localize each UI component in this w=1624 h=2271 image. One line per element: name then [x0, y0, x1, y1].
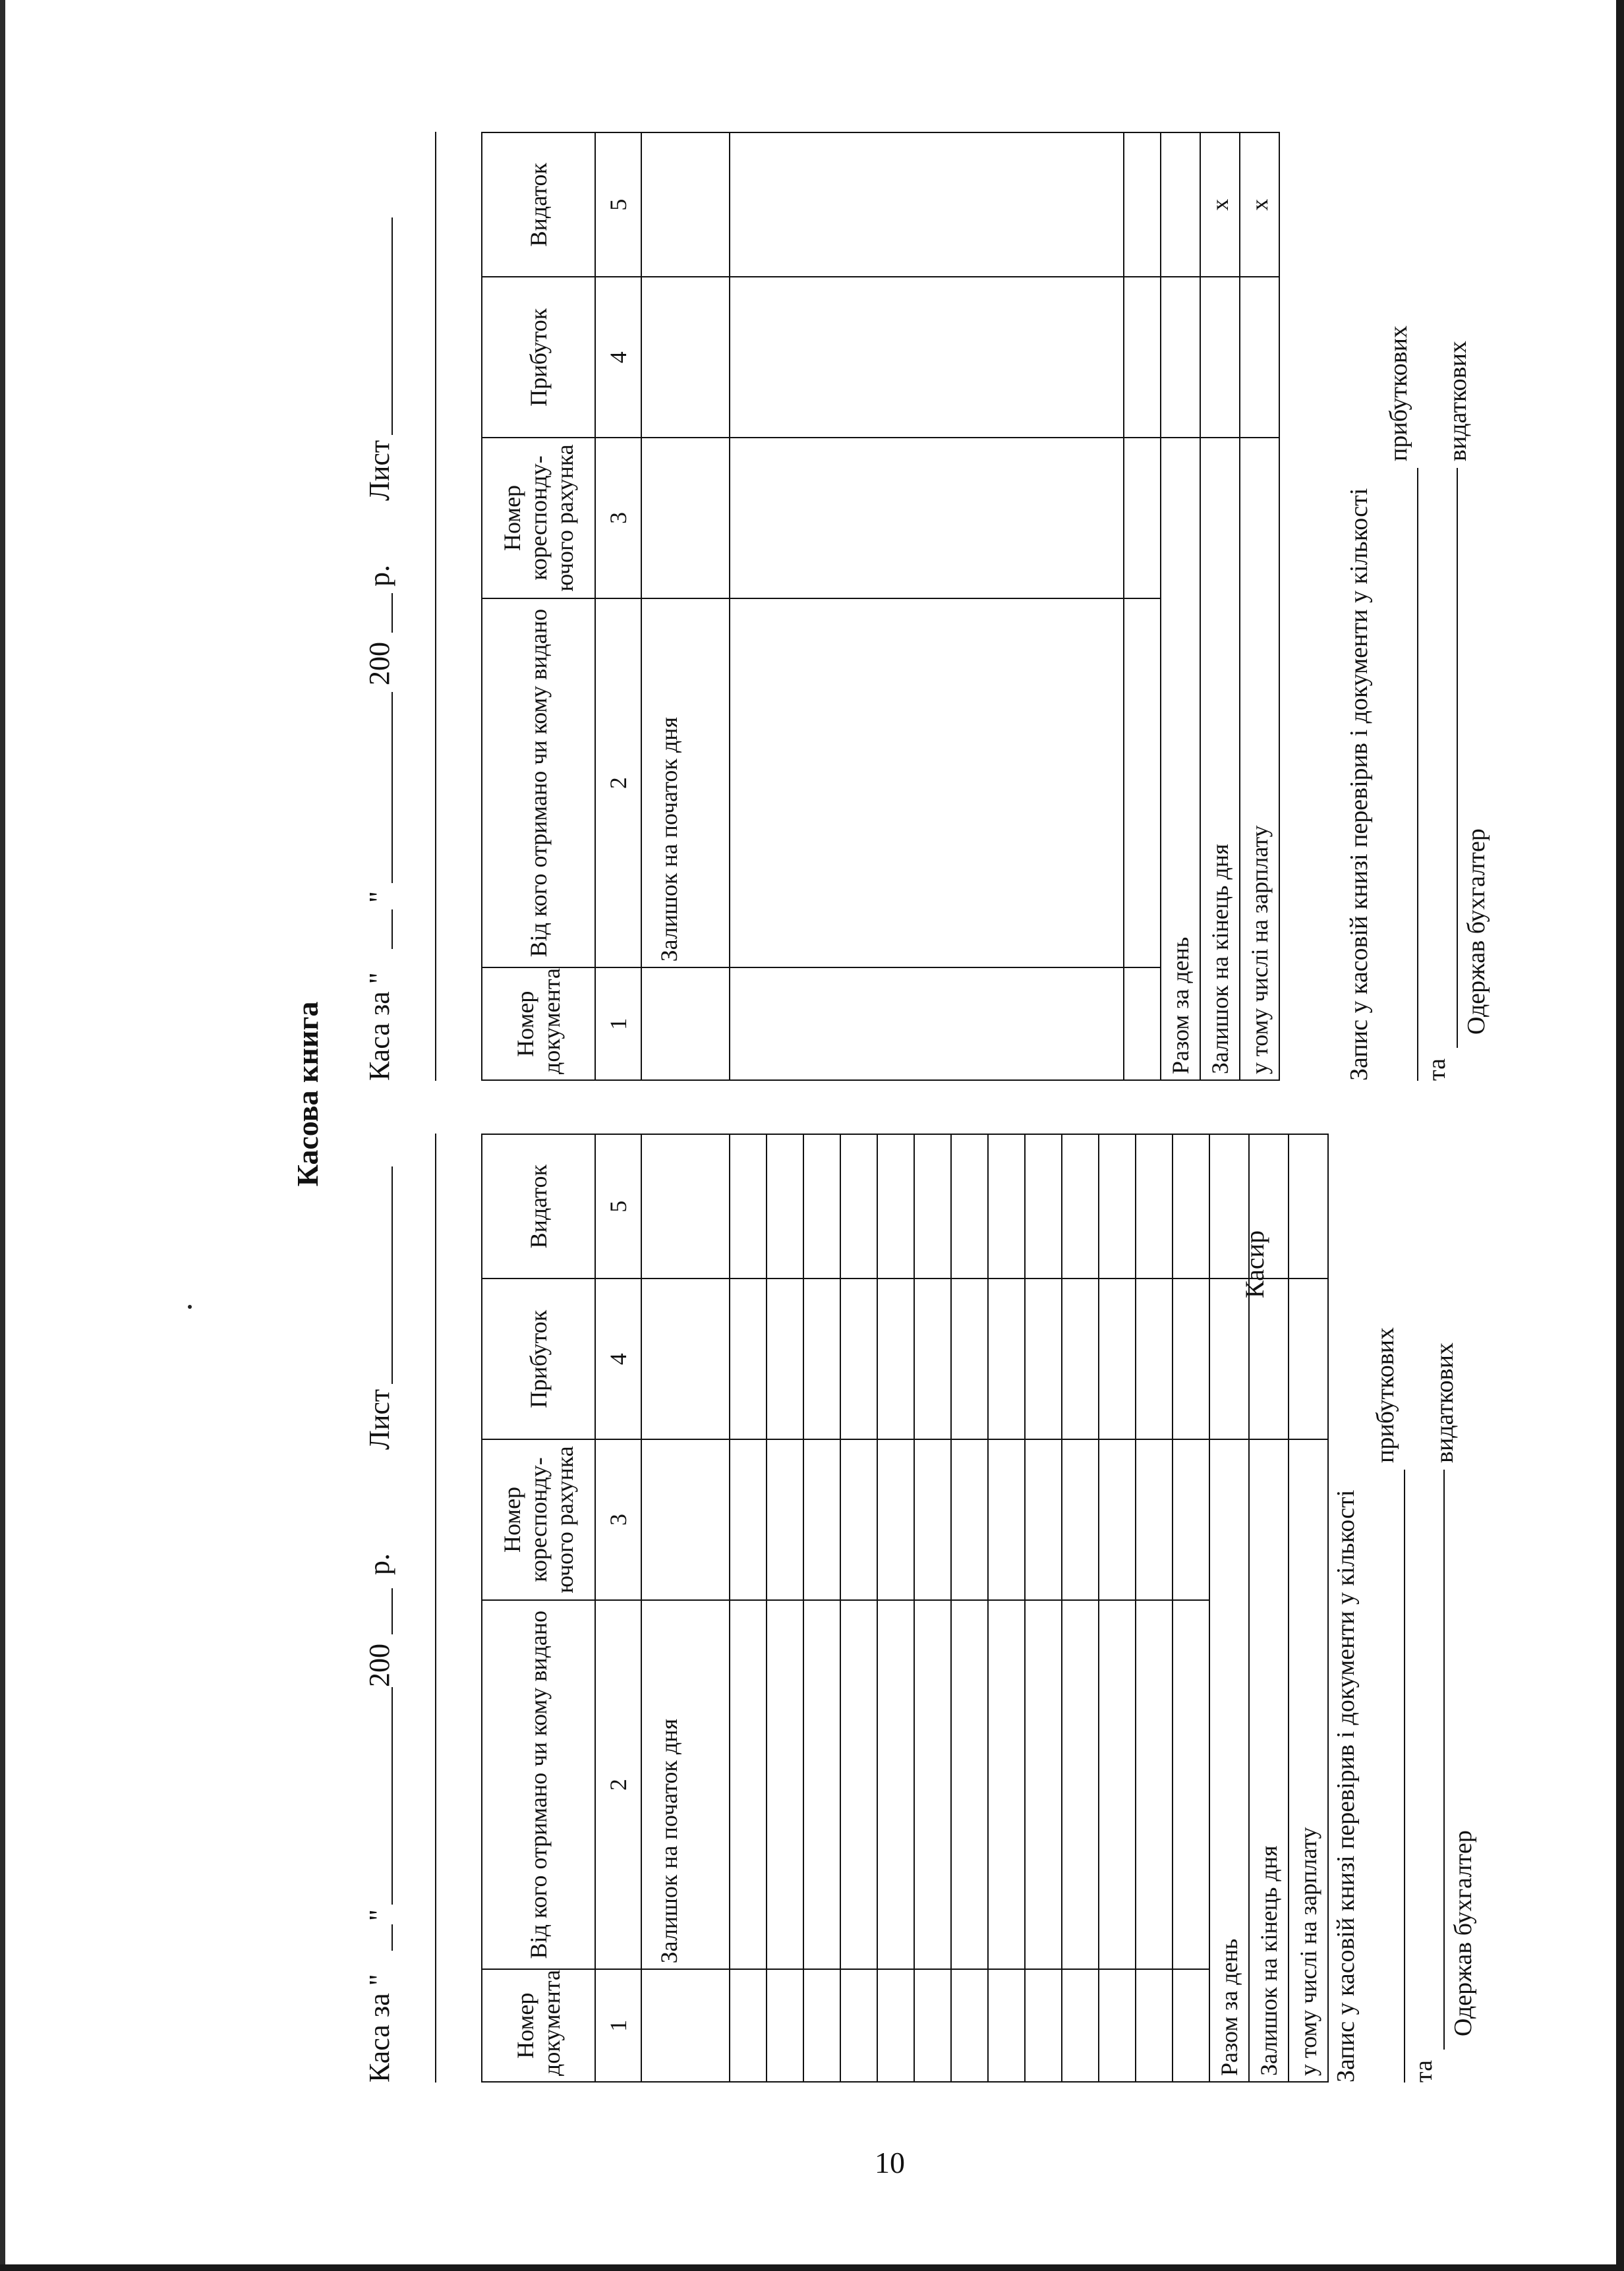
ledger-page-right — [349, 132, 1490, 1081]
closing-balance-label: Залишок на кінець дня — [1249, 1439, 1289, 2082]
table-row — [730, 1134, 767, 2082]
table-row — [1099, 1134, 1136, 2082]
col-number: 3 — [595, 1439, 641, 1600]
year-blank — [362, 593, 393, 633]
page-number: 10 — [875, 2146, 905, 2179]
income-count-blank — [1404, 1470, 1405, 2083]
col-number: 1 — [595, 1969, 641, 2082]
table-row — [803, 1134, 840, 2082]
col-corr-account: Номер кореспонду-ючого рахунка — [482, 438, 595, 598]
table-row — [1136, 1134, 1173, 2082]
closing-balance-label: Залишок на кінець дня — [1200, 438, 1240, 1080]
year-suffix: р. — [363, 1553, 395, 1575]
check-note — [1345, 132, 1490, 1081]
x-mark: х — [1200, 132, 1240, 277]
table-row — [951, 1134, 988, 2082]
year-blank — [362, 1588, 393, 1634]
list-blank — [362, 1166, 393, 1384]
closing-income-cell — [1200, 277, 1240, 438]
table-cell — [641, 1279, 730, 1439]
income-word: прибуткових — [1385, 326, 1412, 461]
table-row — [730, 132, 1124, 1080]
col-income: Прибуток — [482, 1279, 595, 1439]
col-from-whom: Від кого отримано чи кому видано — [482, 1600, 595, 1970]
col-income: Прибуток — [482, 277, 595, 438]
year-prefix: 200 — [363, 642, 395, 685]
day-blank — [362, 909, 393, 949]
header-rule — [435, 132, 436, 1081]
expense-count-blank — [1457, 468, 1458, 1048]
table-cell — [641, 277, 730, 438]
table-cell — [641, 1439, 730, 1600]
ta-word: та — [1410, 2060, 1437, 2083]
col-number: 4 — [595, 277, 641, 438]
rotated-sheet — [290, 105, 1490, 2083]
total-income-cell — [1209, 1279, 1249, 1439]
ledger-header — [362, 1134, 402, 2083]
accountant-label: Одержав бухгалтер — [1449, 1830, 1477, 2036]
table-row — [840, 1134, 877, 2082]
cash-ledger-table — [481, 132, 1280, 1081]
col-corr-account: Номер кореспонду-ючого рахунка — [482, 1439, 595, 1600]
closing-income-cell — [1249, 1279, 1289, 1439]
record-text: Запис у касовій книзі перевірив і документи у кількості — [1345, 488, 1373, 1081]
table-row — [988, 1134, 1025, 2082]
table-cell — [641, 1969, 730, 2082]
col-number: 5 — [595, 132, 641, 277]
book-title: Касова книга — [291, 1001, 324, 1187]
total-income-cell — [1161, 277, 1200, 438]
expense-word: видаткових — [1444, 341, 1472, 461]
table-row — [914, 1134, 951, 2082]
expense-count-blank — [1443, 1470, 1445, 2050]
table-row — [1025, 1134, 1062, 2082]
col-number: 1 — [595, 967, 641, 1080]
ledger-header — [362, 132, 402, 1081]
quote-mark: " — [363, 1909, 395, 1921]
check-note — [1331, 1134, 1477, 2083]
record-text: Запис у касовій книзі перевірив і документи у кількості — [1332, 1489, 1360, 2083]
col-doc-number: Номер документа — [482, 967, 595, 1080]
month-blank — [362, 692, 393, 883]
table-cell — [641, 967, 730, 1080]
kasa-za-label: Каса за " — [363, 1974, 395, 2083]
table-row — [1062, 1134, 1099, 2082]
col-expense: Видаток — [482, 132, 595, 277]
col-from-whom: Від кого отримано чи кому видано — [482, 598, 595, 968]
salary-expense-cell — [1289, 1134, 1328, 1279]
income-word: прибуткових — [1372, 1327, 1399, 1463]
table-cell — [641, 132, 730, 277]
col-number: 4 — [595, 1279, 641, 1439]
col-expense: Видаток — [482, 1134, 595, 1279]
table-cell — [641, 1134, 730, 1279]
table-cell — [641, 438, 730, 598]
income-count-blank — [1417, 468, 1418, 1081]
col-doc-number: Номер документа — [482, 1969, 595, 2082]
total-day-label: Разом за день — [1209, 1439, 1249, 2082]
month-blank — [362, 1687, 393, 1905]
ledger-page-left — [349, 1134, 1477, 2083]
cashier-label: Касир — [1240, 1230, 1269, 1298]
salary-income-cell — [1289, 1279, 1328, 1439]
total-day-label: Разом за день — [1161, 438, 1200, 1080]
opening-balance-label: Залишок на початок дня — [641, 598, 730, 968]
scan-edge-left — [0, 0, 5, 2271]
col-number: 2 — [595, 598, 641, 968]
year-suffix: р. — [363, 565, 395, 587]
kasa-za-label: Каса за " — [363, 972, 395, 1081]
scan-edge-bottom — [0, 2264, 1624, 2271]
list-label: Лист — [363, 440, 395, 501]
scan-edge-right — [1616, 0, 1624, 2271]
day-blank — [362, 1924, 393, 1951]
header-rule — [435, 1134, 436, 2083]
total-expense-cell — [1161, 132, 1200, 277]
col-number: 5 — [595, 1134, 641, 1279]
salary-label: у тому числі на зарплату — [1289, 1439, 1328, 2082]
col-number: 3 — [595, 438, 641, 598]
opening-balance-label: Залишок на початок дня — [641, 1600, 730, 1970]
table-row — [1124, 132, 1161, 1080]
table-row — [767, 1134, 803, 2082]
list-label: Лист — [363, 1389, 395, 1450]
x-mark: х — [1240, 132, 1279, 277]
expense-word: видаткових — [1431, 1342, 1459, 1463]
table-row — [1173, 1134, 1209, 2082]
cash-ledger-table — [481, 1134, 1329, 2083]
accountant-label: Одержав бухгалтер — [1463, 828, 1490, 1035]
scan-speck — [188, 1305, 192, 1309]
table-row — [877, 1134, 914, 2082]
salary-label: у тому числі на зарплату — [1240, 438, 1279, 1080]
list-blank — [362, 217, 393, 435]
col-number: 2 — [595, 1600, 641, 1970]
year-prefix: 200 — [363, 1644, 395, 1687]
quote-mark: " — [363, 891, 395, 903]
ta-word: та — [1423, 1058, 1451, 1081]
salary-income-cell — [1240, 277, 1279, 438]
